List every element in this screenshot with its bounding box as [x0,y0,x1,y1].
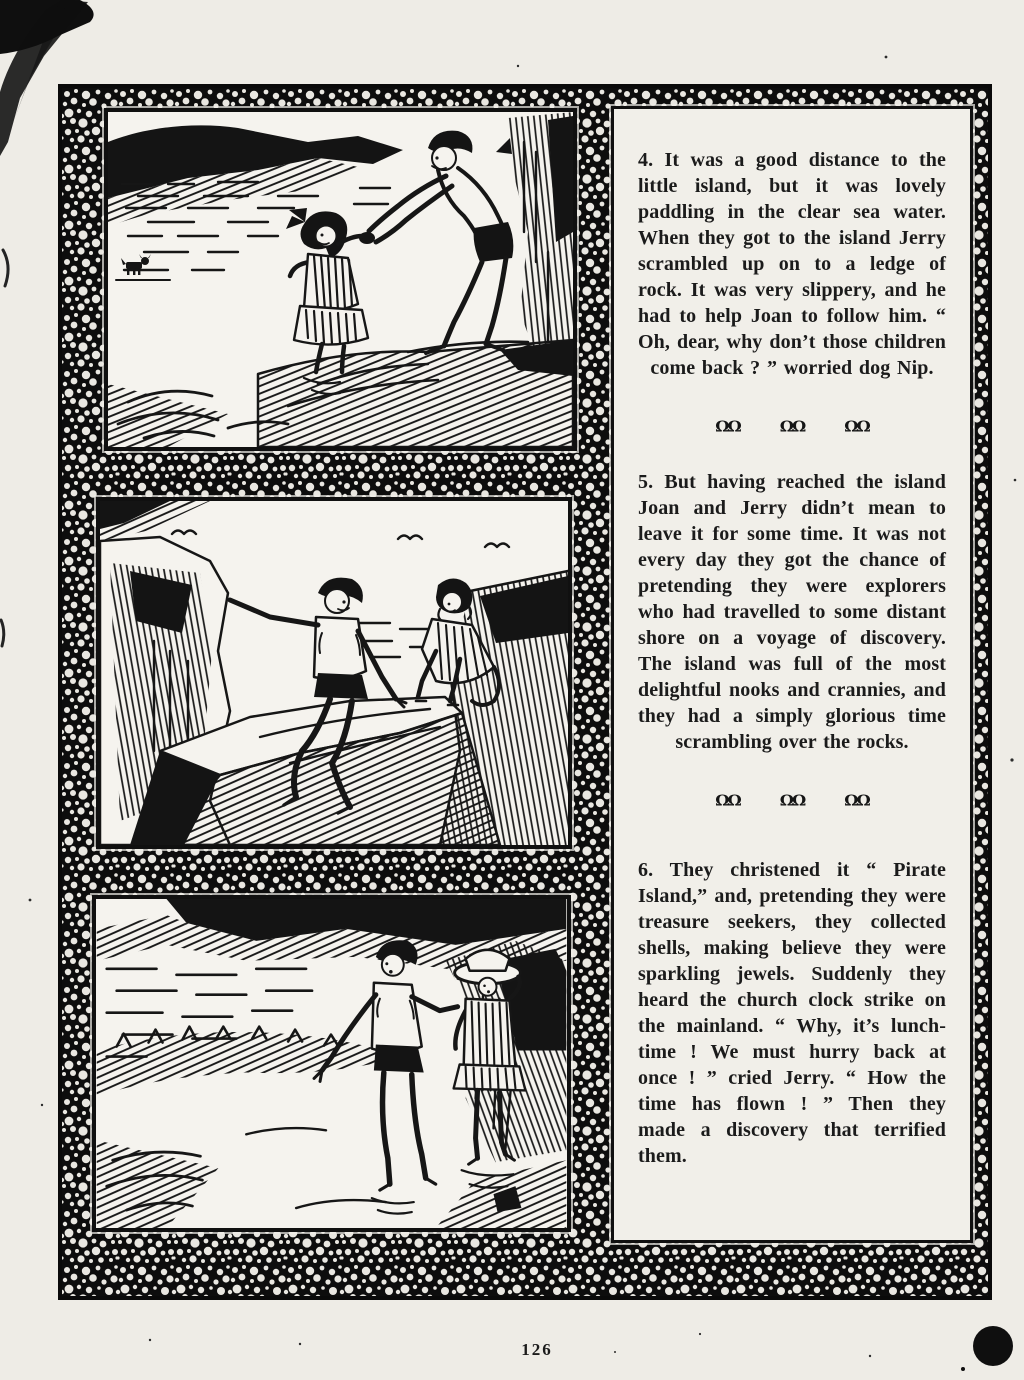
illustration-panel-1 [104,108,577,451]
ornament-row-2 [638,789,946,811]
printer-ornament-icon: ΩΩ [779,417,805,435]
story-text-panel [611,106,973,1243]
printer-ornament-icon: ΩΩ [715,791,740,809]
illustration-panel-2 [96,497,572,849]
illustration-panel-3 [92,895,571,1232]
story-paragraph-5: 5. But having reached the island Joan and Jerry didn’t mean to leave it for some time. It was not every day they got the chance of pretending they were explorers who had travelled to some distant shore on a voyage of discovery. The island was full of the most delightful nooks and crannies, and they had a simply glorious time scrambling over the rocks. [638,471,946,753]
story-paragraph-6: 6. They christened it “ Pirate Island,” and, pretending they were treasure seekers, they collected shells, making believe they were sparkling jewels. Suddenly they heard the church clock strike on the mainland. “ Why, it’s lunch-time ! We must hurry back at once ! ” cried Jerry. “ How the time has flown ! ” Then they made a discovery that terrified them. [638,859,946,1167]
illustration-1-drawing [108,112,573,447]
story-paragraph-4: 4. It was a good distance to the little island, but it was lovely paddling in the clear sea water. When they got to the island Jerry scrambled up on to a ledge of rock. It was very slippery, and he had to help Joan to follow him. “ Oh, dear, why don’t those children come back ? ” worried dog Nip. [638,149,946,379]
printer-ornament-icon: ΩΩ [715,417,740,435]
printer-ornament-icon: ΩΩ [779,791,805,809]
printer-ornament-icon: ΩΩ [844,791,869,809]
printer-ornament-icon: ΩΩ [844,417,869,435]
illustration-3-drawing [96,899,567,1228]
illustration-2-drawing [100,501,568,845]
page-number: 126 [521,1340,553,1359]
ornament-row-1 [638,415,946,437]
